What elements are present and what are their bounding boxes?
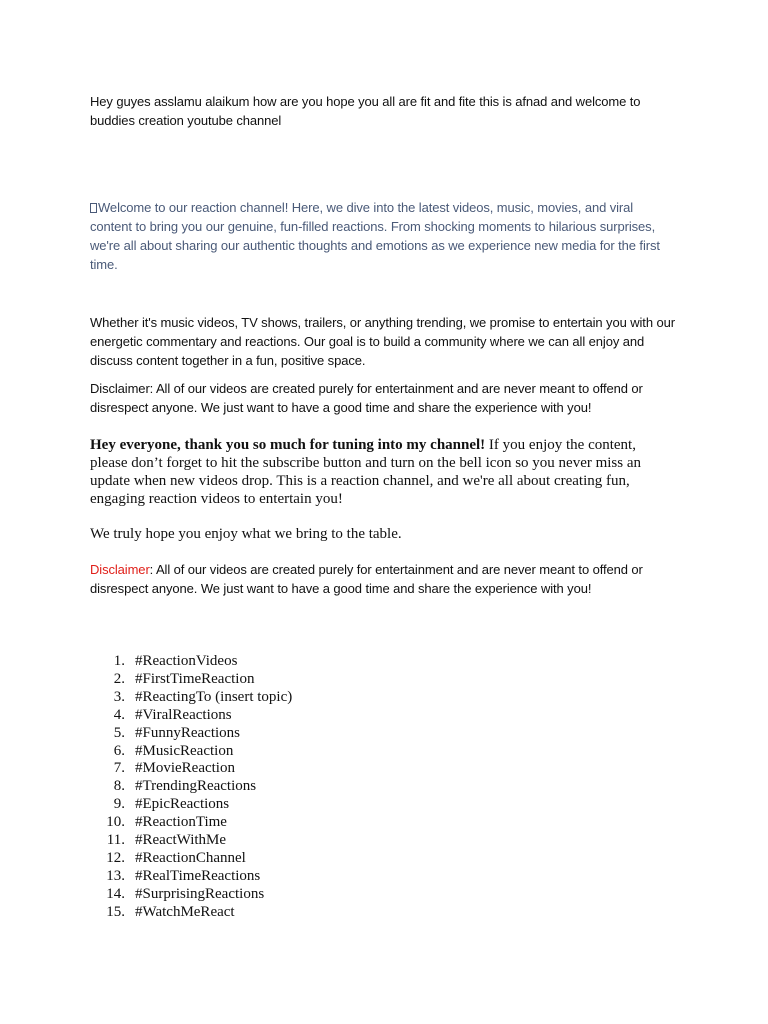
hashtag-text: #RealTimeReactions	[135, 867, 261, 884]
hashtag-list-item	[90, 689, 292, 707]
disclaimer-text: : All of our videos are created purely for entertainment and are never meant to offend or disrespect anyone. We just want to have a good time and share the experience with you!	[90, 562, 643, 596]
hashtag-text: #ViralReactions	[135, 706, 232, 723]
hashtag-text: #ReactWithMe	[135, 832, 227, 849]
hashtag-list-item	[90, 850, 292, 868]
hashtag-text: #MovieReaction	[135, 760, 235, 777]
hashtag-text: #ReactionChannel	[135, 849, 246, 866]
hashtag-list-item	[90, 814, 292, 832]
list-number: 3.	[113, 688, 125, 705]
list-number: 5.	[113, 724, 125, 741]
list-number: 8.	[113, 778, 125, 795]
list-number: 2.	[113, 670, 125, 687]
hashtag-text: #MusicReaction	[135, 742, 234, 759]
disclaimer-paragraph-1: Disclaimer: All of our videos are created purely for entertainment and are never meant to offend or disrespect anyone. We just want to have a good time and share the experience with you!	[90, 381, 643, 415]
list-number: 12.	[106, 849, 125, 866]
hashtag-text: #FirstTimeReaction	[135, 670, 255, 687]
thanks-bold-text: Hey everyone, thank you so much for tuning into my channel!	[90, 437, 486, 453]
hashtag-list-item	[90, 671, 292, 689]
list-number: 13.	[106, 867, 125, 884]
hashtag-list-item	[90, 743, 292, 761]
hashtag-text: #SurprisingReactions	[135, 885, 265, 902]
hashtag-list	[90, 653, 292, 922]
welcome-paragraph	[90, 198, 676, 274]
hashtag-text: #FunnyReactions	[135, 724, 240, 741]
hope-line: We truly hope you enjoy what we bring to the table.	[90, 526, 402, 542]
hashtag-list-item	[90, 653, 292, 671]
list-number: 6.	[113, 742, 125, 759]
hashtag-list-item	[90, 832, 292, 850]
list-number: 11.	[106, 832, 125, 849]
list-number: 7.	[113, 760, 125, 777]
hashtag-list-item	[90, 886, 292, 904]
hashtag-text: #ReactionVideos	[135, 653, 238, 669]
hashtag-text: #TrendingReactions	[135, 778, 257, 795]
list-number: 15.	[106, 903, 125, 920]
disclaimer-label: Disclaimer	[90, 562, 150, 577]
list-number: 10.	[106, 814, 125, 831]
thanks-rest-text: If you enjoy the content, please don’t forget to hit the subscribe button and turn on the bell icon so you never miss an update when new videos drop. This is a reaction channel, and we're all about creating fun, engaging reaction videos to entertain you!	[90, 437, 642, 507]
promise-paragraph: Whether it's music videos, TV shows, trailers, or anything trending, we promise to entertain you with our energetic commentary and reactions. Our goal is to build a community where we can all enjoy and discuss content together in a fun, positive space.	[90, 315, 675, 368]
list-number: 1.	[113, 653, 125, 669]
list-number: 4.	[113, 706, 125, 723]
hashtag-list-item	[90, 707, 292, 725]
hashtag-list-item	[90, 778, 292, 796]
hashtag-list-item	[90, 725, 292, 743]
hashtag-list-item	[90, 868, 292, 886]
hashtag-list-item	[90, 760, 292, 778]
thanks-paragraph	[90, 436, 676, 508]
hashtag-text: #ReactionTime	[135, 814, 227, 831]
hashtag-text: #ReactingTo (insert topic)	[135, 688, 293, 705]
document-page	[90, 0, 676, 1024]
hashtag-text: #WatchMeReact	[135, 903, 235, 920]
welcome-text: Welcome to our reaction channel! Here, we dive into the latest videos, music, movies, and viral content to bring you our genuine, fun-filled reactions. From shocking moments to hilarious surprises, we're all about sharing our authentic thoughts and emotions as we experience new media for the first time.	[90, 200, 660, 272]
hashtag-list-item	[90, 904, 292, 922]
disclaimer-paragraph-2	[90, 560, 676, 598]
greeting-paragraph: Hey guyes asslamu alaikum how are you hope you all are fit and fite this is afnad and welcome to buddies creation youtube channel	[90, 94, 641, 128]
list-number: 9.	[113, 796, 125, 813]
missing-glyph-icon	[90, 203, 97, 213]
hashtag-list-item	[90, 796, 292, 814]
hashtag-text: #EpicReactions	[135, 796, 230, 813]
list-number: 14.	[106, 885, 125, 902]
